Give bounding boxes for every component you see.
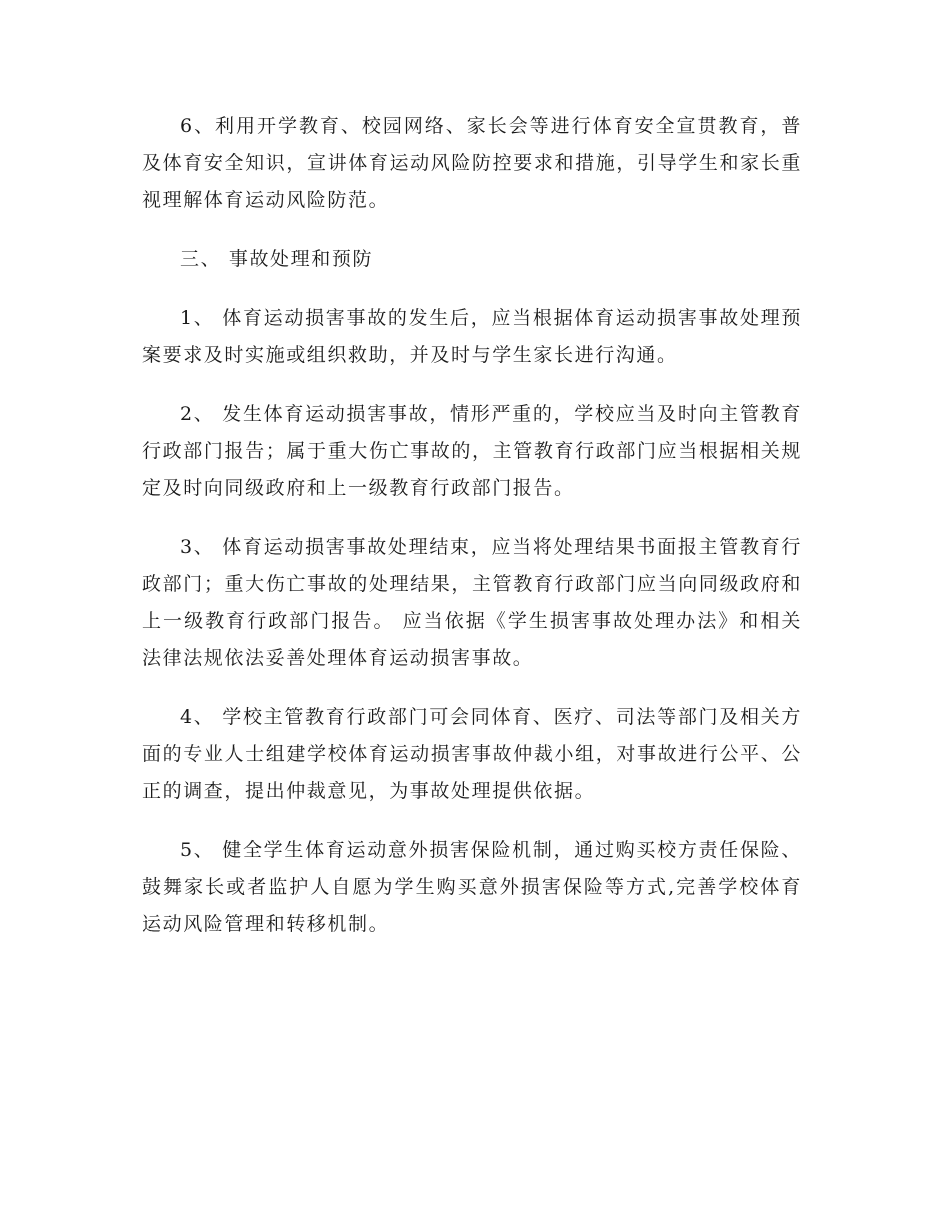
paragraph-item-5: 5、 健全学生体育运动意外损害保险机制，通过购买校方责任保险、鼓舞家长或者监护人自愿为学生购买意外损害保险等方式,完善学校体育运动风险管理和转移机制。 <box>142 839 802 935</box>
document-body <box>142 108 802 965</box>
paragraph-item-6: 6、利用开学教育、校园网络、家长会等进行体育安全宣贯教育，普及体育安全知识，宣讲体育运动风险防控要求和措施，引导学生和家长重视理解体育运动风险防范。 <box>142 115 802 211</box>
paragraph-item-4: 4、 学校主管教育行政部门可会同体育、医疗、司法等部门及相关方面的专业人士组建学校体育运动损害事故仲裁小组，对事故进行公平、公正的调查，提出仲裁意见，为事故处理提供依据。 <box>142 706 802 802</box>
section-heading-accident-handling: 三、 事故处理和预防 <box>180 248 374 270</box>
paragraph-item-2: 2、 发生体育运动损害事故，情形严重的，学校应当及时向主管教育行政部门报告；属于重大伤亡事故的，主管教育行政部门应当根据相关规定及时向同级政府和上一级教育行政部门报告。 <box>142 403 802 499</box>
paragraph-item-1: 1、 体育运动损害事故的发生后，应当根据体育运动损害事故处理预案要求及时实施或组织救助，并及时与学生家长进行沟通。 <box>142 307 802 366</box>
paragraph-item-3: 3、 体育运动损害事故处理结束，应当将处理结果书面报主管教育行政部门；重大伤亡事故的处理结果，主管教育行政部门应当向同级政府和上一级教育行政部门报告。 应当依据《学生损害事故处理办法》和相关法律法规依法妥善处理体育运动损害事故。 <box>142 536 802 669</box>
